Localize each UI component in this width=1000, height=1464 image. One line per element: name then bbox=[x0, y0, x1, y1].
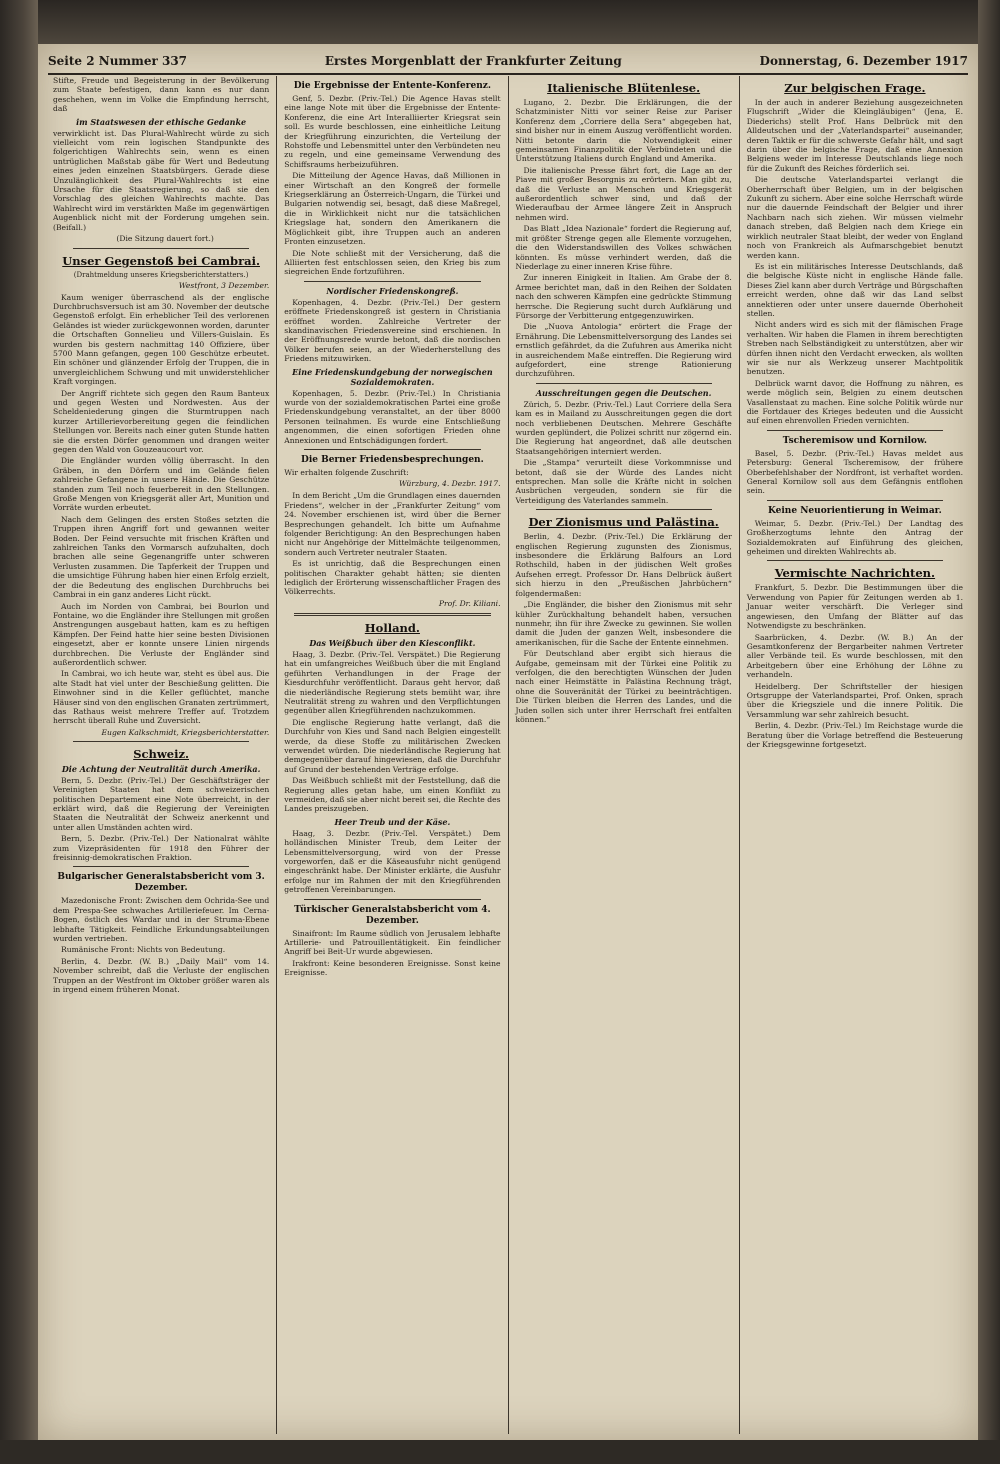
text-columns bbox=[46, 76, 970, 1434]
divider bbox=[767, 560, 943, 561]
headline-misc-news: Vermischte Nachrichten. bbox=[774, 566, 936, 581]
divider bbox=[304, 281, 480, 282]
article-text: In dem Bericht „Um die Grundlagen eines dauernden Friedens“, welcher in der „Frankfurter Zeitung“ vom 24. November erschienen ist, wird über die Berner Besprechungen gehandelt. Ich bitte um Aufnahme folgender Berichtigung: An den Besprechungen haben nicht nur Angehörige der Mittelmächte teilgenommen, sondern auch Vertreter neutraler Staaten. bbox=[284, 491, 501, 557]
article-text: (Die Sitzung dauert fort.) bbox=[116, 234, 214, 244]
signature: Prof. Dr. Kiliani. bbox=[438, 598, 501, 608]
article-text: Die Engländer wurden völlig überrascht. In den Gräben, in den Dörfern und im Gelände fielen zahlreiche Gefangene in unsere Hände. Die Geschütze standen zum Teil noch feuerbereit in den Stellungen. Große Mengen von Kriegsgerät aller Art, Munition und Vorräte wurden erbeutet. bbox=[53, 456, 270, 513]
article-text: Für Deutschland aber ergibt sich hieraus die Aufgabe, gemeinsam mit der Türkei eine Politik zu verfolgen, die den berechtigten Wünschen der Juden nach einer Heimstätte in Palästina Rechnung trägt, ohne die Souveränität der Türkei zu beeinträchtigen. Die Türken bleiben die Herren des Landes, und die Juden sollen sich unter ihrer Herrschaft frei entfalten können.“ bbox=[515, 649, 732, 724]
scan-binding-edge bbox=[0, 0, 38, 1464]
article-text: Delbrück warnt davor, die Hoffnung zu nähren, es werde möglich sein, Belgien zu einem deutschen Vasallenstaat zu machen. Eine solche Politik würde nur die Fortdauer des Krieges bedeuten und die Aussicht auf einen ehrenvollen Frieden vernichten. bbox=[746, 378, 963, 426]
article-text: Kopenhagen, 4. Dezbr. (Priv.-Tel.) Der gestern eröffnete Friedenskongreß ist gestern in Christiania eröffnet worden. Zahlreiche Vertreter der skandinavischen Friedensvereine sind erschienen. In der Eröffnungsrede wurde betont, daß die nordischen Völker berufen seien, an der Wiederherstellung des Friedens mitzuwirken. bbox=[284, 297, 501, 364]
divider bbox=[73, 866, 249, 867]
article-text: Irakfront: Keine besonderen Ereignisse. Sonst keine Ereignisse. bbox=[284, 958, 501, 978]
divider bbox=[73, 741, 249, 742]
article-text: Bern, 5. Dezbr. (Priv.-Tel.) Der Geschäftsträger der Vereinigten Staaten hat dem schweizerischen politischen Departement eine Note überreicht, in der erklärt wird, daß die Regierung der Vereinigten Staaten die Neutralität der Schweiz anerkennt und unter allen Umständen achten wird. bbox=[53, 775, 270, 832]
divider bbox=[73, 248, 249, 249]
article-text: Die deutsche Vaterlandspartei verlangt die Oberherrschaft über Belgien, um in der belgischen Zukunft zu sichern. Aber eine solche Herrschaft würde nur die dauernde Feindschaft der Belgier und ihrer Nachbarn nach sich ziehen. Wir müssen vielmehr danach streben, daß Belgien nach dem Kriege ein wirklich neutraler Staat bleibt, der weder von England noch von Frankreich als Aufmarschgebiet benutzt werden kann. bbox=[746, 175, 963, 260]
article-text: Berlin, 4. Dezbr. (W. B.) „Daily Mail“ vom 14. November schreibt, daß die Verluste der englischen Truppen an der Westfront im Oktober größer waren als in irgend einem früheren Monat. bbox=[53, 956, 270, 995]
scan-bottom-margin bbox=[0, 1440, 1000, 1464]
divider bbox=[304, 899, 480, 900]
headline-turkish-report: Türkischer Generalstabsbericht vom 4. Dezember. bbox=[294, 904, 491, 926]
article-text: Haag, 3. Dezbr. (Priv.-Tel. Verspätet.) Die Regierung hat ein umfangreiches Weißbuch über die mit England geführten Verhandlungen in der Frage der Kiesdurchfuhr veröffentlicht. Daraus geht hervor, daß die niederländische Regierung stets bemüht war, ihre Neutralität streng zu wahren und den Verpflichtungen gegenüber allen Kriegführenden nachzukommen. bbox=[284, 649, 501, 716]
article-text: „Die Engländer, die bisher den Zionismus mit sehr kühler Zurückhaltung behandelt haben, versuchen nunmehr, ihn für ihre Zwecke zu gewinnen. Sie wollen damit die Juden der ganzen Welt, insbesondere die amerikanischen, für die Sache der Entente einnehmen. bbox=[515, 600, 732, 647]
article-text: Nach dem Gelingen des ersten Stoßes setzten die Truppen ihren Angriff fort und gewannen weiter Boden. Der Feind versuchte mit frischen Kräften und zahlreichen Tanks den Vormarsch aufzuhalten, doch brachen alle seine Gegenangriffe unter schweren Verlusten zusammen. Die Tapferkeit der Truppen und die umsichtige Führung haben hier einen Erfolg erzielt, der die Bedeutung des englischen Durchbruchs bei Cambrai in ein ganz anderes Licht rückt. bbox=[53, 514, 270, 600]
article-text: Basel, 5. Dezbr. (Priv.-Tel.) Havas meldet aus Petersburg: General Tscheremisow, der frühere Oberbefehlshaber der Nordfront, ist verhaftet worden. General Kornilow soll aus dem Gefängnis entflohen sein. bbox=[746, 448, 963, 496]
article-text: Lugano, 2. Dezbr. Die Erklärungen, die der Schatzminister Nitti vor seiner Reise zur Pariser Konferenz dem „Corriere della Sera“ abgegeben hat, sind bisher nur in einem Auszug veröffentlicht worden. Nitti betonte darin die Notwendigkeit einer gemeinsamen Finanzpolitik der Verbündeten und die Unterstützung Italiens durch England und Amerika. bbox=[515, 98, 732, 164]
headline-belgian: Zur belgischen Frage. bbox=[784, 81, 926, 95]
article-text: Kaum weniger überraschend als der englische Durchbruchsversuch ist am 30. November der deutsche Gegenstoß erfolgt. Ein erheblicher Teil des verlorenen Geländes ist wieder zurückgewonnen worden, darunter die Ortschaften Gonnelieu und Villers-Guislain. Es wurden bis gestern nachmittag 140 Offiziere, über 5700 Mann gefangen, gegen 100 Geschütze erbeutet. Ein schöner und glänzender Erfolg der Truppen, die in unvergleichlichem Schwung und mit unwiderstehlicher Kraft vorgingen. bbox=[53, 292, 270, 387]
article-text: Kopenhagen, 5. Dezbr. (Priv.-Tel.) In Christiania wurde von der sozialdemokratischen Partei eine große Friedenskundgebung veranstaltet, an der über 8000 Personen teilnahmen. Es wurde eine Entschließung angenommen, die einen sofortigen Frieden ohne Annexionen und Entschädigungen fordert. bbox=[284, 388, 501, 445]
divider bbox=[294, 613, 490, 616]
article-text: In Cambrai, wo ich heute war, steht es übel aus. Die alte Stadt hat viel unter der Beschießung gelitten. Die Einwohner sind in die Keller geflüchtet, manche Häuser sind von den englischen Granaten zertrümmert, das Rathaus weist mehrere Treffer auf. Trotzdem herrscht überall Ruhe und Zuversicht. bbox=[53, 669, 270, 726]
article-text: Berlin, 4. Dezbr. (Priv.-Tel.) Die Erklärung der englischen Regierung zugunsten des Zionismus, insbesondere die Erklärung Balfours an Lord Rothschild, haben in der jüdischen Welt großes Aufsehen erregt. Professor Dr. Hans Delbrück äußert sich hierzu in den „Preußischen Jahrbüchern“ folgendermaßen: bbox=[515, 532, 732, 598]
header-date: Donnerstag, 6. Dezember 1917 bbox=[759, 54, 968, 68]
column-2 bbox=[277, 76, 508, 1434]
article-text: Heidelberg. Der Schriftsteller der hiesigen Ortsgruppe der Vaterlandspartei, Prof. Onken, sprach über die Kriegsziele und die innere Politik. Die Versammlung war sehr zahlreich besucht. bbox=[746, 681, 963, 719]
article-text: Haag, 3. Dezbr. (Priv.-Tel. Verspätet.) Dem holländischen Minister Treub, dem Leiter der Lebensmittelversorgung, wird von der Presse vorgeworfen, daß er die Käseausfuhr nicht genügend eingeschränkt habe. Der Minister erklärte, die Ausfuhr erfolge nur im Rahmen der mit den Kriegführenden getroffenen Vereinbarungen. bbox=[284, 828, 501, 895]
article-text: Stifte, Freude und Begeisterung in der Bevölkerung zum Staate befestigen, dann kann es nur dann geschehen, wenn im Volke die Empfindung herrscht, daß bbox=[53, 76, 270, 114]
article-text: Bern, 5. Dezbr. (Priv.-Tel.) Der Nationalrat wählte zum Vizepräsidenten für 1918 den Führer der freisinnig-demokratischen Fraktion. bbox=[53, 834, 270, 863]
headline-bulgarian-report: Bulgarischer Generalstabsbericht vom 3. Dezember. bbox=[57, 872, 265, 894]
article-text: Das Blatt „Idea Nazionale“ fordert die Regierung auf, mit größter Strenge gegen alle Elemente vorzugehen, die den Widerstandswillen des Volkes schwächen könnten. Es müsse verhindert werden, daß die Niederlage zu einer inneren Krise führe. bbox=[515, 224, 732, 271]
newspaper-page bbox=[38, 44, 978, 1440]
article-text: In der auch in anderer Beziehung ausgezeichneten Flugschrift „Wider die Kleingläubigen“ (Jena, E. Diederichs) stellt Prof. Hans Delbrück mit den Alldeutschen und der „Vaterlandspartei“ auseinander, deren Taktik er für die schwerste Gefahr hält, und sagt darin über die belgische Frage, daß eine Annexion Belgiens weder im Interesse Deutschlands liege noch für die Zukunft des Reiches förderlich sei. bbox=[746, 98, 963, 173]
article-text: Frankfurt, 5. Dezbr. Die Bestimmungen über die Verwendung von Papier für Zeitungen werden ab 1. Januar weiter verschärft. Die Verleger sind angewiesen, den Umfang der Blätter auf das Notwendigste zu beschränken. bbox=[746, 583, 963, 631]
headline-cambrai: Unser Gegenstoß bei Cambrai. bbox=[62, 253, 260, 268]
scan-right-margin bbox=[978, 0, 1000, 1464]
headline-riots: Ausschreitungen gegen die Deutschen. bbox=[535, 387, 712, 398]
subheadline: Das Weißbuch über den Kiesconflikt. bbox=[309, 637, 476, 648]
article-text: Die „Stampa“ verurteilt diese Vorkommnisse und betont, daß sie der Würde des Landes nicht entsprechen. Man solle die Kräfte nicht in solchen Ausbrüchen vergeuden, sondern sie für die Verteidigung des Vaterlandes sammeln. bbox=[515, 458, 732, 505]
headline-zionism: Der Zionismus und Palästina. bbox=[528, 515, 719, 530]
page-header bbox=[48, 52, 968, 75]
headline-norwegian-socialists: Eine Friedenskundgebung der norwegischen Sozialdemokraten. bbox=[292, 366, 493, 387]
headline-entente: Die Ergebnisse der Entente-Konferenz. bbox=[293, 81, 492, 91]
article-text: Mazedonische Front: Zwischen dem Ochrida-See und dem Prespa-See schwaches Artilleriefeuer. Im Cerna-Bogen, östlich des Wardar und in der Struma-Ebene lebhafte Tätigkeit. Feindliche Erkundungsabteilungen wurden vertrieben. bbox=[53, 896, 270, 944]
article-text: Es ist unrichtig, daß die Besprechungen einen politischen Charakter gehabt hätten; sie dienten lediglich der Erörterung wissenschaftlicher Fragen des Völkerrechts. bbox=[284, 559, 501, 597]
dateline: Würzburg, 4. Dezbr. 1917. bbox=[398, 479, 501, 489]
article-text: Die „Nuova Antologia“ erörtert die Frage der Ernährung. Die Lebensmittelversorgung des Landes sei ernstlich gefährdet, da die Zufuhren aus Amerika nicht in ausreichendem Maße eintreffen. Die Regierung wird aufgefordert, eine strenge Rationierung durchzuführen. bbox=[515, 322, 732, 379]
article-text: Zürich, 5. Dezbr. (Priv.-Tel.) Laut Corriere della Sera kam es in Mailand zu Ausschreitungen gegen die dort noch verbliebenen Deutschen. Mehrere Geschäfte wurden geplündert, die Polizei schritt nur zögernd ein. Die Regierung hat angeordnet, daß alle deutschen Staatsangehörigen interniert werden. bbox=[515, 399, 732, 456]
article-text: Rumänische Front: Nichts von Bedeutung. bbox=[61, 945, 226, 955]
headline-italian: Italienische Blütenlese. bbox=[547, 81, 701, 95]
article-text: Der Angriff richtete sich gegen den Raum Banteux und gegen Westen und Nordwesten. Aus der Scheldeniederung gingen die Sturmtruppen nach kurzer Artillerievorbereitung gegen die feindlichen Stellungen vor. Bereits nach einer guten Stunde hatten sie die ersten Dörfer genommen und drangen weiter gegen den Wald von Gouzeaucourt vor. bbox=[53, 388, 270, 454]
article-text: Es ist ein militärisches Interesse Deutschlands, daß die belgische Küste nicht in englische Hände falle. Dieses Ziel kann aber durch Verträge und Bürgschaften erreicht werden, ohne daß wir das Land selbst annektieren oder unter unsere dauernde Oberhoheit stellen. bbox=[746, 261, 963, 318]
subheadline: Heer Treub und der Käse. bbox=[334, 816, 451, 827]
headline-nordic-congress: Nordischer Friedenskongreß. bbox=[326, 285, 459, 296]
article-text: Die italienische Presse fährt fort, die Lage an der Piave mit großer Besorgnis zu erörtern. Man gibt zu, daß die Verluste an Menschen und Kriegsgerät außerordentlich schwer sind, und daß der Wiederaufbau der Armee längere Zeit in Anspruch nehmen wird. bbox=[515, 165, 732, 222]
byline: Eugen Kalkschmidt, Kriegsberichterstatter. bbox=[101, 727, 270, 737]
article-text: Sinaifront: Im Raume südlich von Jerusalem lebhafte Artillerie- und Patrouillentätigkeit. Ein feindlicher Angriff bei Beit-Ur wurde abgewiesen. bbox=[284, 928, 501, 957]
article-text: verwirklicht ist. Das Plural-Wahlrecht würde zu sich vielleicht vom rein logischen Standpunkte des folgerichtigen Wahlrechts sein, wenn es einen untrüglichen Maßstab gäbe für Wert und Bedeutung eines jeden einzelnen Staatsbürgers. Gerade diese Unzulänglichkeit des Plural-Wahlrechts ist eine Ursache für die Staatsregierung, so daß sie den Vorschlag des gleichen Wahlrechts machte. Das Wahlrecht wird im verstärkten Maße im gegenwärtigen Augenblick nicht mit der Forderung umgehen sein. (Beifall.) bbox=[53, 128, 270, 232]
headline-holland: Holland. bbox=[364, 620, 420, 635]
article-text: Berlin, 4. Dezbr. (Priv.-Tel.) Im Reichstage wurde die Beratung über die Vorlage betreffend die Besteuerung der Kriegsgewinne fortgesetzt. bbox=[746, 721, 963, 749]
article-text: Weimar, 5. Dezbr. (Priv.-Tel.) Der Landtag des Großherzogtums lehnte den Antrag der Sozialdemokraten auf Einführung des gleichen, geheimen und direkten Wahlrechts ab. bbox=[746, 518, 963, 557]
article-text: Wir erhalten folgende Zuschrift: bbox=[284, 468, 409, 477]
dateline: Westfront, 3 Dezember. bbox=[178, 280, 270, 290]
headline-weimar: Keine Neuorientierung in Weimar. bbox=[768, 505, 942, 516]
headline-schweiz: Schweiz. bbox=[133, 746, 190, 761]
inline-heading: im Staatswesen der ethische Gedanke bbox=[76, 116, 247, 127]
column-4 bbox=[740, 76, 970, 1434]
divider bbox=[304, 449, 480, 450]
subheadline: (Drahtmeldung unseres Kriegsberichterstatters.) bbox=[73, 270, 249, 279]
article-text: Saarbrücken, 4. Dezbr. (W. B.) An der Gesamtkonferenz der Bergarbeiter nahmen Vertreter aller Verbände teil. Es wurde beschlossen, mit den Arbeitgebern über eine Erhöhung der Löhne zu verhandeln. bbox=[746, 632, 963, 680]
divider bbox=[536, 509, 712, 510]
article-text: Die Mitteilung der Agence Havas, daß Millionen in einer Wirtschaft an den Kongreß der formelle Kriegserklärung an Österreich-Ungarn, die Türkei und Bulgarien notwendig sei, besagt, daß diese Maßregel, die in Wirklichkeit nicht nur die tatsächlichen Kriegslage hat, sondern den Amerikanern die Möglichkeit gibt, ihre Truppen auch an anderen Fronten einzusetzen. bbox=[284, 171, 501, 247]
article-text: Das Weißbuch schließt mit der Feststellung, daß die Regierung alles getan habe, um einen Konflikt zu vermeiden, daß sie aber nicht bereit sei, die Rechte des Landes preiszugeben. bbox=[284, 776, 501, 814]
headline-tscheremisow: Tscheremisow und Kornilow. bbox=[782, 435, 928, 446]
scan-top-margin bbox=[0, 0, 1000, 44]
header-page-number: Seite 2 Nummer 337 bbox=[48, 54, 188, 68]
article-text: Die Note schließt mit der Versicherung, daß die Alliierten fest entschlossen seien, den Krieg bis zum siegreichen Ende fortzuführen. bbox=[284, 248, 501, 277]
article-text: Die englische Regierung hatte verlangt, daß die Durchfuhr von Kies und Sand nach Belgien eingestellt werde, da diese Stoffe zu militärischen Zwecken verwendet würden. Die niederländische Regierung hat demgegenüber darauf hingewiesen, daß die Durchfuhr auf Grund der bestehenden Verträge erfolge. bbox=[284, 717, 501, 774]
divider bbox=[767, 500, 943, 501]
article-text: Nicht anders wird es sich mit der flämischen Frage verhalten. Wir haben die Flamen in ihrem berechtigten Streben nach Selbständigkeit zu unterstützen, aber wir dürfen ihnen nicht den Verdacht erwecken, als wollten wir sie nur als Werkzeug unserer Machtpolitik benutzen. bbox=[746, 320, 963, 377]
column-1 bbox=[46, 76, 277, 1434]
column-3 bbox=[509, 76, 740, 1434]
article-text: Zur inneren Einigkeit in Italien. Am Grabe der 8. Armee berichtet man, daß in den Reihen der Soldaten nach den schweren Kämpfen eine gedrückte Stimmung herrsche. Die Regierung sucht durch Aufklärung und Fürsorge der Verbitterung entgegenzuwirken. bbox=[515, 273, 732, 320]
divider bbox=[536, 383, 712, 384]
article-text: Auch im Norden von Cambrai, bei Bourlon und Fontaine, wo die Engländer ihre Stellungen mit großen Anstrengungen ausgebaut hatten, kam es zu heftigen Kämpfen. Der Feind hatte hier seine besten Divisionen eingesetzt, aber er konnte unsere Linien nirgends durchbrechen. Die Verluste der Engländer sind außerordentlich schwer. bbox=[53, 601, 270, 667]
headline-bern: Die Berner Friedensbesprechungen. bbox=[301, 455, 484, 465]
article-text: Genf, 5. Dezbr. (Priv.-Tel.) Die Agence Havas stellt eine lange Note mit über die Ergebnisse der Entente-Konferenz, die eine Art Interalliierter Kriegsrat sein soll. Es wurde beschlossen, eine einheitliche Leitung der Kriegführung einzurichten, die Verteilung der Rohstoffe und Lebensmittel unter den Verbündeten neu zu regeln, und eine gemeinsame Verwendung des Schiffsraums herbeizuführen. bbox=[284, 94, 501, 169]
subheadline: Die Achtung der Neutralität durch Amerika. bbox=[61, 763, 261, 774]
header-masthead: Erstes Morgenblatt der Frankfurter Zeitung bbox=[324, 54, 622, 68]
divider bbox=[767, 430, 943, 431]
